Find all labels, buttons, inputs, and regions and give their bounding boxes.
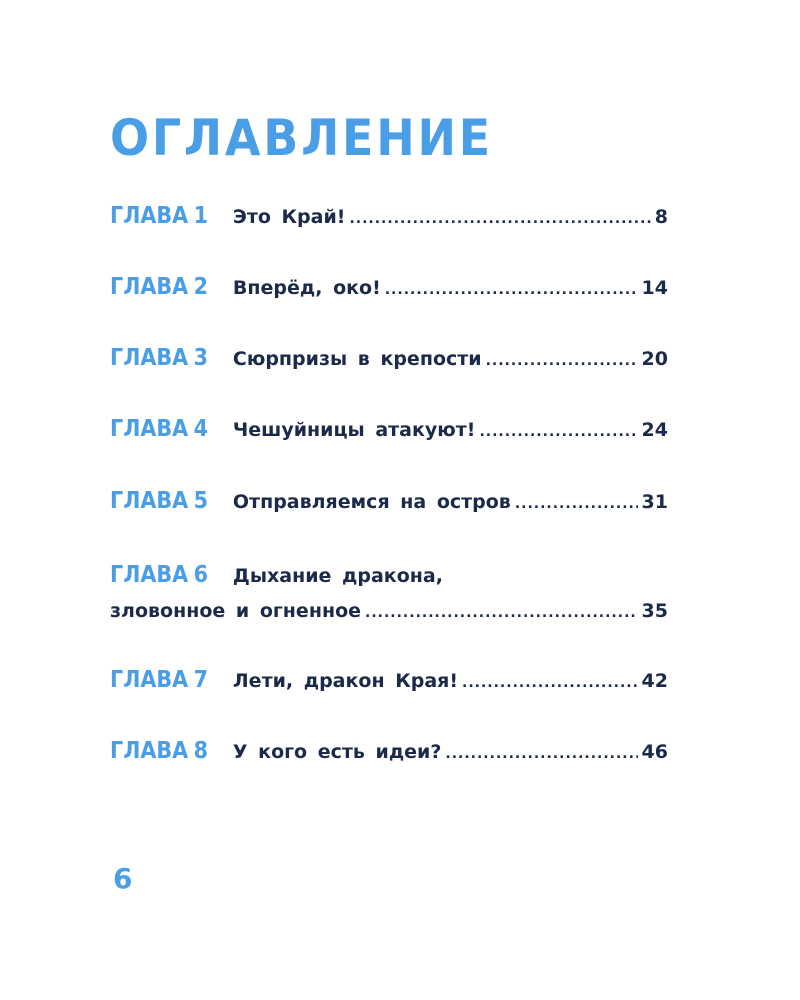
toc-entry-8	[110, 731, 668, 771]
chapter-number: 7	[193, 667, 209, 693]
toc-entry-7	[110, 660, 668, 700]
chapter-word: ГЛАВА	[110, 203, 189, 229]
chapter-title: Лети, дракон Края!	[232, 670, 459, 692]
chapter-page: 46	[641, 741, 668, 763]
chapter-number: 2	[193, 274, 209, 300]
chapter-number: 5	[193, 488, 209, 514]
toc-line	[110, 338, 668, 378]
toc-entry-1	[110, 196, 668, 236]
chapter-label	[110, 267, 208, 307]
chapter-title-line-1: Дыхание дракона,	[232, 565, 443, 587]
chapter-number: 3	[193, 345, 209, 371]
chapter-label	[110, 338, 208, 378]
chapter-title: Вперёд, око!	[232, 277, 381, 299]
chapter-number: 6	[193, 562, 209, 588]
chapter-label	[110, 660, 208, 700]
chapter-title: Сюрпризы в крепости	[232, 348, 482, 370]
chapter-page: 20	[641, 348, 668, 370]
chapter-title: Отправляемся на остров	[232, 491, 511, 513]
toc-entry-4	[110, 409, 668, 449]
toc-line	[110, 731, 668, 771]
chapter-title: Это Край!	[232, 206, 346, 228]
chapter-page: 8	[654, 206, 668, 228]
dot-leader	[462, 663, 638, 703]
chapter-label	[110, 731, 208, 771]
toc-line	[110, 267, 668, 307]
toc-line	[110, 660, 668, 700]
toc-line	[110, 196, 668, 236]
chapter-label	[110, 196, 208, 236]
chapter-label	[110, 481, 208, 521]
chapter-word: ГЛАВА	[110, 345, 189, 371]
dot-leader	[515, 484, 638, 524]
chapter-page: 35	[641, 600, 668, 622]
page-title: ОГЛАВЛЕНИЕ	[110, 109, 493, 167]
chapter-label	[110, 409, 208, 449]
toc-line	[110, 593, 668, 629]
dot-leader	[385, 270, 638, 310]
dot-leader	[349, 199, 650, 239]
chapter-word: ГЛАВА	[110, 416, 189, 442]
chapter-page: 14	[641, 277, 668, 299]
chapter-word: ГЛАВА	[110, 488, 189, 514]
chapter-word: ГЛАВА	[110, 667, 189, 693]
chapter-page: 24	[641, 419, 668, 441]
toc-entry-2	[110, 267, 668, 307]
chapter-word: ГЛАВА	[110, 274, 189, 300]
toc-entry-3	[110, 338, 668, 378]
chapter-number: 4	[193, 416, 209, 442]
page-number: 6	[113, 862, 133, 895]
chapter-page: 31	[641, 491, 668, 513]
dot-leader	[479, 412, 637, 452]
chapter-word: ГЛАВА	[110, 738, 189, 764]
dot-leader	[365, 595, 638, 631]
chapter-number: 1	[193, 203, 209, 229]
toc-line	[110, 481, 668, 521]
toc-line	[110, 409, 668, 449]
toc-entry-5	[110, 481, 668, 521]
chapter-title-line-2: зловонное и огненное	[110, 600, 362, 622]
chapter-word: ГЛАВА	[110, 562, 189, 588]
toc-line	[110, 557, 668, 593]
toc-entry-6	[110, 557, 668, 629]
chapter-number: 8	[193, 738, 209, 764]
chapter-title: Чешуйницы атакуют!	[232, 419, 476, 441]
chapter-label	[110, 557, 208, 593]
dot-leader	[445, 734, 637, 774]
chapter-title: У кого есть идеи?	[232, 741, 442, 763]
chapter-page: 42	[641, 670, 668, 692]
dot-leader	[486, 341, 638, 381]
